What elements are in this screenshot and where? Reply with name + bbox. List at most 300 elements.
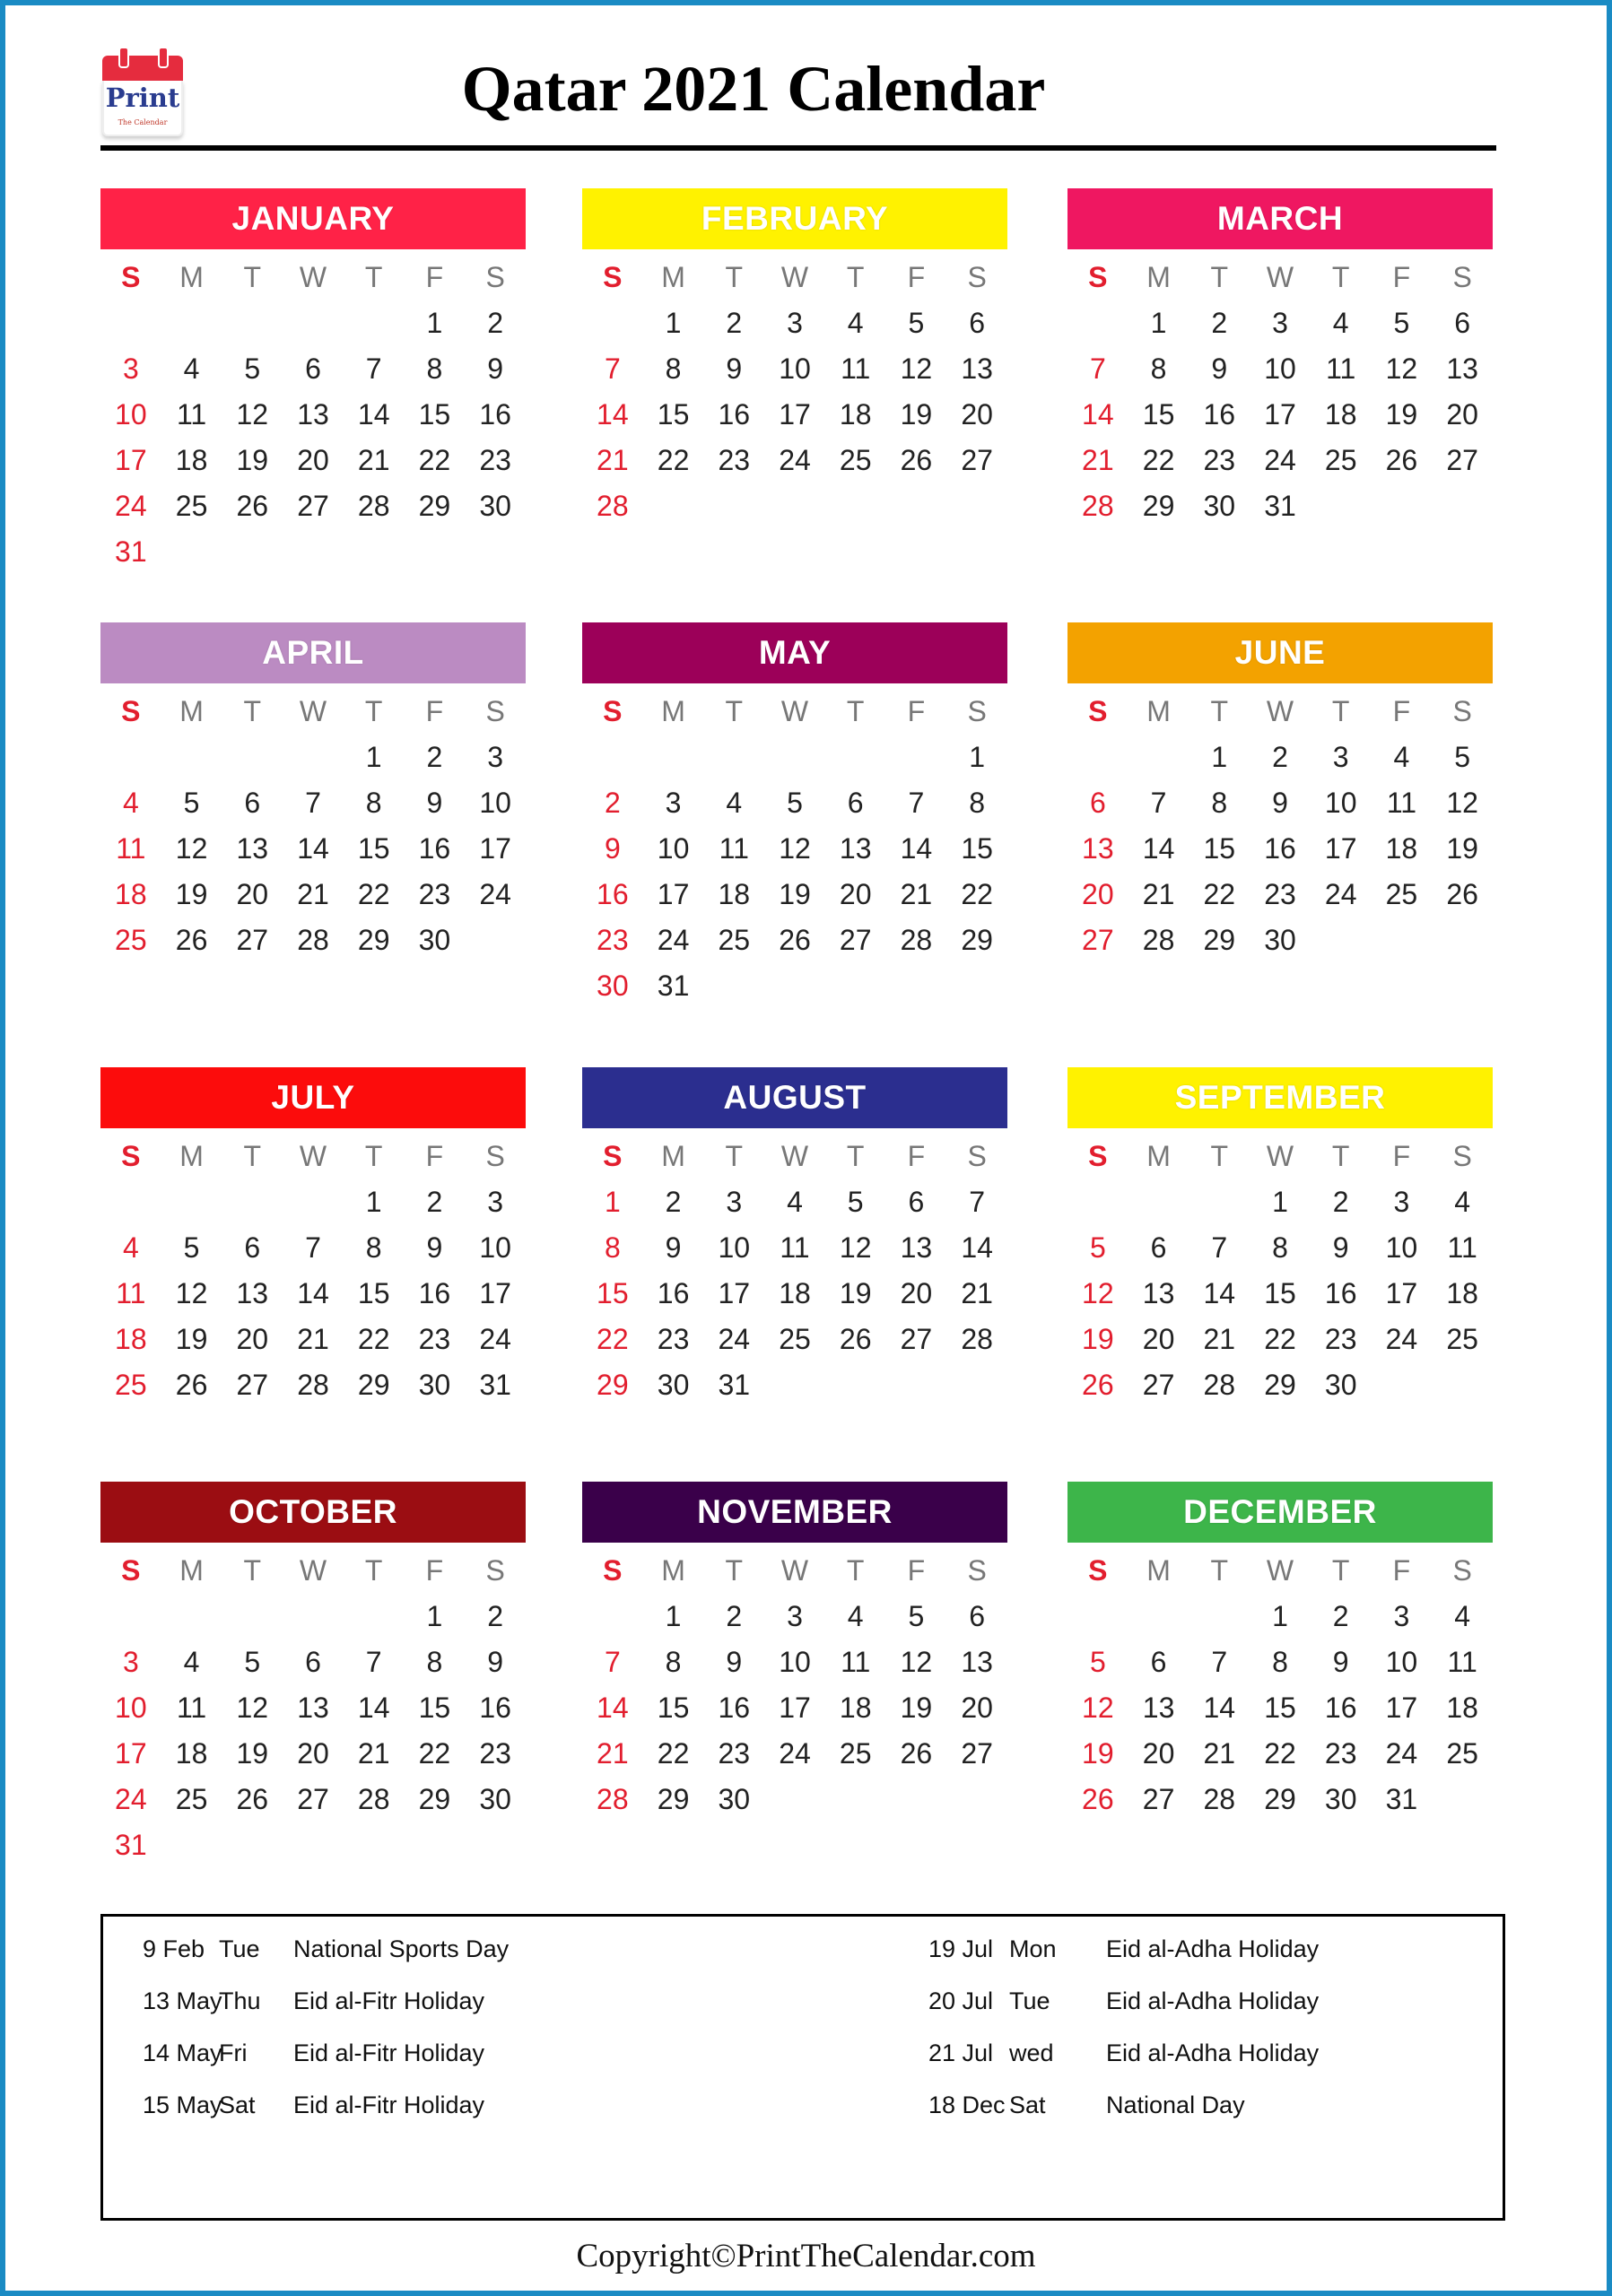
- day-cell: 30: [418, 924, 451, 956]
- day-cell: 14: [900, 832, 933, 865]
- day-cell: 16: [718, 398, 751, 430]
- weekday-header: W: [780, 695, 809, 727]
- weekday-header: M: [1146, 1140, 1171, 1172]
- empty-day-cell: [161, 735, 222, 780]
- day-cell: 27: [1082, 924, 1114, 956]
- day-cell: 9: [726, 1646, 743, 1678]
- weekday-header: T: [846, 261, 865, 293]
- day-cell: 6: [244, 787, 261, 819]
- holiday-date: 20 Jul: [928, 1987, 994, 2014]
- day-cell: 10: [718, 1231, 751, 1264]
- day-cell: 24: [1324, 878, 1357, 910]
- day-cell: 22: [1264, 1323, 1296, 1355]
- weekday-header: S: [485, 1554, 505, 1587]
- day-cell: 4: [1454, 1600, 1471, 1632]
- day-cell: 3: [1332, 741, 1349, 773]
- empty-day-cell: [100, 1179, 161, 1225]
- month-day-grid: [582, 255, 1007, 529]
- weekday-header: W: [299, 261, 327, 293]
- empty-day-cell: [100, 1594, 161, 1639]
- day-cell: 9: [487, 352, 504, 385]
- weekday-header: S: [121, 695, 141, 727]
- empty-day-cell: [100, 735, 161, 780]
- day-cell: 2: [726, 307, 743, 339]
- day-cell: 16: [479, 1692, 511, 1724]
- print-the-calendar-logo: [100, 47, 185, 140]
- day-cell: 15: [418, 1692, 451, 1724]
- day-cell: 10: [1385, 1231, 1418, 1264]
- day-cell: 19: [1082, 1323, 1114, 1355]
- weekday-header: S: [1452, 261, 1472, 293]
- day-cell: 29: [1203, 924, 1236, 956]
- day-cell: 3: [787, 1600, 803, 1632]
- holiday-date: 18 Dec: [928, 2092, 1006, 2118]
- day-cell: 28: [297, 924, 329, 956]
- holiday-date: 13 May: [143, 1987, 222, 2014]
- day-cell: 2: [1332, 1186, 1349, 1218]
- month-header: DECEMBER: [1067, 1482, 1493, 1543]
- empty-day-cell: [703, 735, 764, 780]
- holiday-entry: [928, 1931, 1503, 1967]
- empty-day-cell: [1067, 735, 1128, 780]
- day-cell: 26: [900, 444, 933, 476]
- day-cell: 7: [365, 1646, 382, 1678]
- month-april: [100, 622, 526, 963]
- title-divider: [100, 145, 1496, 151]
- weekday-header: W: [780, 1140, 809, 1172]
- month-day-grid: [1067, 255, 1493, 529]
- day-cell: 6: [305, 1646, 321, 1678]
- day-cell: 6: [969, 1600, 986, 1632]
- day-cell: 15: [961, 832, 993, 865]
- day-cell: 17: [1385, 1692, 1418, 1724]
- weekday-header: S: [603, 261, 623, 293]
- day-cell: 19: [1446, 832, 1478, 865]
- month-header: OCTOBER: [100, 1482, 526, 1543]
- day-cell: 28: [357, 490, 390, 522]
- day-cell: 8: [665, 352, 682, 385]
- weekday-header: T: [364, 261, 383, 293]
- day-cell: 8: [1211, 787, 1228, 819]
- day-cell: 4: [183, 1646, 200, 1678]
- holiday-entry: [143, 2035, 717, 2071]
- day-cell: 20: [1446, 398, 1478, 430]
- weekday-header: F: [1392, 1554, 1411, 1587]
- weekday-header: W: [1266, 695, 1294, 727]
- day-cell: 26: [236, 1783, 269, 1815]
- day-cell: 27: [236, 924, 269, 956]
- day-cell: 3: [726, 1186, 743, 1218]
- day-cell: 26: [1082, 1369, 1114, 1401]
- empty-day-cell: [1189, 1179, 1250, 1225]
- day-cell: 20: [1142, 1323, 1175, 1355]
- day-cell: 7: [1211, 1231, 1228, 1264]
- day-cell: 31: [1264, 490, 1296, 522]
- empty-day-cell: [643, 735, 704, 780]
- day-cell: 15: [597, 1277, 629, 1309]
- day-cell: 4: [122, 1231, 139, 1264]
- weekday-header: S: [485, 261, 505, 293]
- weekday-header: T: [364, 1140, 383, 1172]
- day-cell: 26: [1446, 878, 1478, 910]
- day-cell: 19: [175, 878, 208, 910]
- day-cell: 12: [236, 1692, 269, 1724]
- day-cell: 21: [1142, 878, 1175, 910]
- day-cell: 27: [1142, 1369, 1175, 1401]
- day-cell: 28: [1142, 924, 1175, 956]
- month-day-grid: [100, 1548, 526, 1868]
- day-cell: 13: [297, 1692, 329, 1724]
- day-cell: 22: [657, 444, 690, 476]
- day-cell: 23: [479, 1737, 511, 1770]
- day-cell: 2: [604, 787, 621, 819]
- day-cell: 23: [657, 1323, 690, 1355]
- day-cell: 24: [479, 1323, 511, 1355]
- day-cell: 10: [1264, 352, 1296, 385]
- weekday-header: T: [725, 1140, 744, 1172]
- weekday-header: M: [179, 1554, 204, 1587]
- day-cell: 6: [1150, 1646, 1167, 1678]
- day-cell: 25: [1385, 878, 1418, 910]
- day-cell: 18: [175, 444, 208, 476]
- day-cell: 17: [1324, 832, 1357, 865]
- day-cell: 23: [718, 1737, 751, 1770]
- weekday-header: F: [907, 695, 926, 727]
- weekday-header: T: [1331, 1554, 1350, 1587]
- day-cell: 10: [479, 787, 511, 819]
- day-cell: 30: [1264, 924, 1296, 956]
- day-cell: 28: [1082, 490, 1114, 522]
- day-cell: 11: [719, 832, 749, 865]
- logo-word: Print: [105, 83, 180, 113]
- holiday-weekday: Mon: [1009, 1935, 1057, 1962]
- day-cell: 23: [597, 924, 629, 956]
- weekday-header: S: [1452, 1140, 1472, 1172]
- day-cell: 7: [908, 787, 925, 819]
- day-cell: 14: [1203, 1692, 1236, 1724]
- weekday-header: T: [846, 1554, 865, 1587]
- day-cell: 10: [1324, 787, 1357, 819]
- empty-day-cell: [1128, 1179, 1189, 1225]
- day-cell: 1: [365, 1186, 382, 1218]
- day-cell: 10: [657, 832, 690, 865]
- empty-day-cell: [161, 1594, 222, 1639]
- day-cell: 7: [1211, 1646, 1228, 1678]
- day-cell: 9: [426, 1231, 443, 1264]
- day-cell: 11: [1447, 1231, 1477, 1264]
- day-cell: 4: [726, 787, 743, 819]
- day-cell: 8: [665, 1646, 682, 1678]
- month-header: APRIL: [100, 622, 526, 683]
- day-cell: 8: [1272, 1231, 1288, 1264]
- day-cell: 22: [1142, 444, 1175, 476]
- day-cell: 13: [1082, 832, 1114, 865]
- day-cell: 14: [597, 1692, 629, 1724]
- day-cell: 31: [115, 1829, 147, 1861]
- day-cell: 1: [665, 307, 682, 339]
- weekday-header: S: [121, 1554, 141, 1587]
- day-cell: 24: [115, 1783, 147, 1815]
- month-header: NOVEMBER: [582, 1482, 1007, 1543]
- day-cell: 7: [305, 1231, 321, 1264]
- day-cell: 6: [847, 787, 864, 819]
- day-cell: 30: [718, 1783, 751, 1815]
- empty-day-cell: [283, 300, 344, 346]
- weekday-header: S: [967, 261, 987, 293]
- empty-day-cell: [825, 735, 886, 780]
- empty-day-cell: [100, 300, 161, 346]
- weekday-header: W: [1266, 1554, 1294, 1587]
- weekday-header: M: [1146, 695, 1171, 727]
- day-cell: 9: [1332, 1646, 1349, 1678]
- day-cell: 2: [487, 307, 504, 339]
- day-cell: 15: [657, 398, 690, 430]
- holiday-name: Eid al-Adha Holiday: [1106, 2039, 1320, 2066]
- day-cell: 10: [779, 1646, 811, 1678]
- day-cell: 7: [1089, 352, 1106, 385]
- day-cell: 17: [115, 1737, 147, 1770]
- month-header: JULY: [100, 1067, 526, 1128]
- weekday-header: W: [1266, 1140, 1294, 1172]
- day-cell: 13: [297, 398, 329, 430]
- month-day-grid: [1067, 689, 1493, 963]
- day-cell: 26: [236, 490, 269, 522]
- empty-day-cell: [1067, 1594, 1128, 1639]
- holiday-entry: [143, 2087, 717, 2123]
- month-october: [100, 1482, 526, 1868]
- day-cell: 30: [479, 490, 511, 522]
- month-may: [582, 622, 1007, 1009]
- day-cell: 22: [597, 1323, 629, 1355]
- day-cell: 29: [961, 924, 993, 956]
- day-cell: 28: [357, 1783, 390, 1815]
- day-cell: 16: [1324, 1277, 1357, 1309]
- day-cell: 11: [780, 1231, 810, 1264]
- day-cell: 26: [175, 924, 208, 956]
- empty-day-cell: [1128, 735, 1189, 780]
- empty-day-cell: [1189, 1594, 1250, 1639]
- day-cell: 20: [961, 1692, 993, 1724]
- day-cell: 20: [1142, 1737, 1175, 1770]
- day-cell: 18: [1446, 1277, 1478, 1309]
- copyright-notice: Copyright©PrintTheCalendar.com: [576, 2238, 1036, 2274]
- weekday-header: S: [603, 1140, 623, 1172]
- day-cell: 1: [1211, 741, 1228, 773]
- calendar-icon: [102, 56, 183, 81]
- page-title: Qatar 2021 Calendar: [461, 53, 1046, 125]
- day-cell: 28: [1203, 1783, 1236, 1815]
- day-cell: 6: [1150, 1231, 1167, 1264]
- month-july: [100, 1067, 526, 1408]
- day-cell: 12: [1082, 1692, 1114, 1724]
- empty-day-cell: [222, 735, 283, 780]
- day-cell: 2: [665, 1186, 682, 1218]
- day-cell: 27: [236, 1369, 269, 1401]
- day-cell: 11: [1386, 787, 1417, 819]
- empty-day-cell: [886, 735, 947, 780]
- empty-day-cell: [344, 1594, 405, 1639]
- day-cell: 10: [115, 1692, 147, 1724]
- day-cell: 4: [1332, 307, 1349, 339]
- day-cell: 12: [175, 1277, 208, 1309]
- day-cell: 29: [1264, 1369, 1296, 1401]
- day-cell: 15: [1264, 1277, 1296, 1309]
- weekday-header: S: [121, 1140, 141, 1172]
- day-cell: 8: [969, 787, 986, 819]
- holiday-name: Eid al-Adha Holiday: [1106, 1935, 1320, 1962]
- holiday-date: 14 May: [143, 2039, 222, 2066]
- weekday-header: M: [661, 695, 685, 727]
- weekday-header: F: [425, 1554, 444, 1587]
- day-cell: 13: [839, 832, 872, 865]
- day-cell: 16: [1203, 398, 1236, 430]
- day-cell: 4: [1454, 1186, 1471, 1218]
- day-cell: 16: [418, 832, 451, 865]
- holiday-weekday: Thu: [219, 1987, 261, 2014]
- holiday-weekday: Tue: [1009, 1987, 1050, 2014]
- day-cell: 3: [787, 307, 803, 339]
- day-cell: 11: [116, 832, 146, 865]
- day-cell: 5: [183, 787, 200, 819]
- day-cell: 2: [426, 741, 443, 773]
- day-cell: 9: [665, 1231, 682, 1264]
- day-cell: 14: [1082, 398, 1114, 430]
- day-cell: 7: [604, 1646, 621, 1678]
- day-cell: 30: [597, 970, 629, 1002]
- holiday-entry: [928, 2035, 1503, 2071]
- weekday-header: S: [967, 1140, 987, 1172]
- day-cell: 23: [479, 444, 511, 476]
- day-cell: 21: [597, 444, 629, 476]
- day-cell: 5: [908, 307, 925, 339]
- weekday-header: S: [1088, 261, 1108, 293]
- day-cell: 4: [1393, 741, 1410, 773]
- day-cell: 13: [900, 1231, 933, 1264]
- day-cell: 15: [1142, 398, 1175, 430]
- day-cell: 16: [718, 1692, 751, 1724]
- day-cell: 21: [297, 1323, 329, 1355]
- day-cell: 2: [426, 1186, 443, 1218]
- month-february: [582, 188, 1007, 529]
- day-cell: 18: [175, 1737, 208, 1770]
- holiday-name: Eid al-Fitr Holiday: [293, 1987, 485, 2014]
- weekday-header: M: [661, 1140, 685, 1172]
- day-cell: 1: [604, 1186, 621, 1218]
- day-cell: 12: [779, 832, 811, 865]
- day-cell: 25: [115, 1369, 147, 1401]
- day-cell: 6: [969, 307, 986, 339]
- day-cell: 25: [1446, 1737, 1478, 1770]
- day-cell: 14: [297, 832, 329, 865]
- day-cell: 29: [418, 1783, 451, 1815]
- day-cell: 4: [183, 352, 200, 385]
- day-cell: 3: [1272, 307, 1288, 339]
- day-cell: 31: [479, 1369, 511, 1401]
- day-cell: 7: [365, 352, 382, 385]
- holiday-weekday: Sat: [219, 2092, 256, 2118]
- month-header: SEPTEMBER: [1067, 1067, 1493, 1128]
- month-august: [582, 1067, 1007, 1408]
- weekday-header: S: [485, 695, 505, 727]
- day-cell: 1: [969, 741, 986, 773]
- month-day-grid: [1067, 1548, 1493, 1822]
- day-cell: 22: [418, 444, 451, 476]
- day-cell: 18: [115, 878, 147, 910]
- day-cell: 14: [1203, 1277, 1236, 1309]
- weekday-header: T: [243, 1140, 262, 1172]
- day-cell: 26: [175, 1369, 208, 1401]
- day-cell: 26: [1082, 1783, 1114, 1815]
- logo-subtitle: The Calendar: [118, 118, 168, 126]
- holiday-date: 15 May: [143, 2092, 222, 2118]
- weekday-header: T: [364, 1554, 383, 1587]
- empty-day-cell: [283, 1594, 344, 1639]
- day-cell: 13: [236, 832, 269, 865]
- day-cell: 6: [305, 352, 321, 385]
- day-cell: 13: [1446, 352, 1478, 385]
- day-cell: 11: [116, 1277, 146, 1309]
- weekday-header: F: [907, 1554, 926, 1587]
- day-cell: 19: [779, 878, 811, 910]
- day-cell: 1: [365, 741, 382, 773]
- day-cell: 1: [1272, 1600, 1288, 1632]
- day-cell: 6: [1089, 787, 1106, 819]
- weekday-header: T: [846, 695, 865, 727]
- month-day-grid: [100, 1134, 526, 1408]
- day-cell: 21: [597, 1737, 629, 1770]
- day-cell: 4: [847, 1600, 864, 1632]
- day-cell: 28: [597, 490, 629, 522]
- day-cell: 11: [1447, 1646, 1477, 1678]
- day-cell: 14: [961, 1231, 993, 1264]
- day-cell: 3: [1393, 1186, 1410, 1218]
- day-cell: 24: [718, 1323, 751, 1355]
- weekday-header: T: [725, 261, 744, 293]
- weekday-header: F: [1392, 261, 1411, 293]
- day-cell: 23: [718, 444, 751, 476]
- day-cell: 12: [1082, 1277, 1114, 1309]
- day-cell: 30: [479, 1783, 511, 1815]
- day-cell: 9: [726, 352, 743, 385]
- day-cell: 21: [297, 878, 329, 910]
- day-cell: 12: [900, 1646, 933, 1678]
- day-cell: 11: [841, 1646, 871, 1678]
- holiday-name: National Sports Day: [293, 1935, 510, 1962]
- day-cell: 7: [604, 352, 621, 385]
- day-cell: 1: [1150, 307, 1167, 339]
- day-cell: 24: [1385, 1323, 1418, 1355]
- holiday-weekday: Sat: [1009, 2092, 1046, 2118]
- day-cell: 27: [900, 1323, 933, 1355]
- day-cell: 30: [1324, 1783, 1357, 1815]
- day-cell: 24: [657, 924, 690, 956]
- day-cell: 13: [236, 1277, 269, 1309]
- day-cell: 3: [122, 1646, 139, 1678]
- day-cell: 23: [1324, 1737, 1357, 1770]
- empty-day-cell: [283, 735, 344, 780]
- day-cell: 18: [1446, 1692, 1478, 1724]
- holiday-name: Eid al-Fitr Holiday: [293, 2092, 485, 2118]
- day-cell: 31: [1385, 1783, 1418, 1815]
- day-cell: 19: [236, 444, 269, 476]
- day-cell: 26: [900, 1737, 933, 1770]
- day-cell: 7: [969, 1186, 986, 1218]
- day-cell: 30: [657, 1369, 690, 1401]
- day-cell: 5: [1393, 307, 1410, 339]
- weekday-header: T: [1210, 695, 1229, 727]
- day-cell: 25: [779, 1323, 811, 1355]
- day-cell: 22: [357, 1323, 390, 1355]
